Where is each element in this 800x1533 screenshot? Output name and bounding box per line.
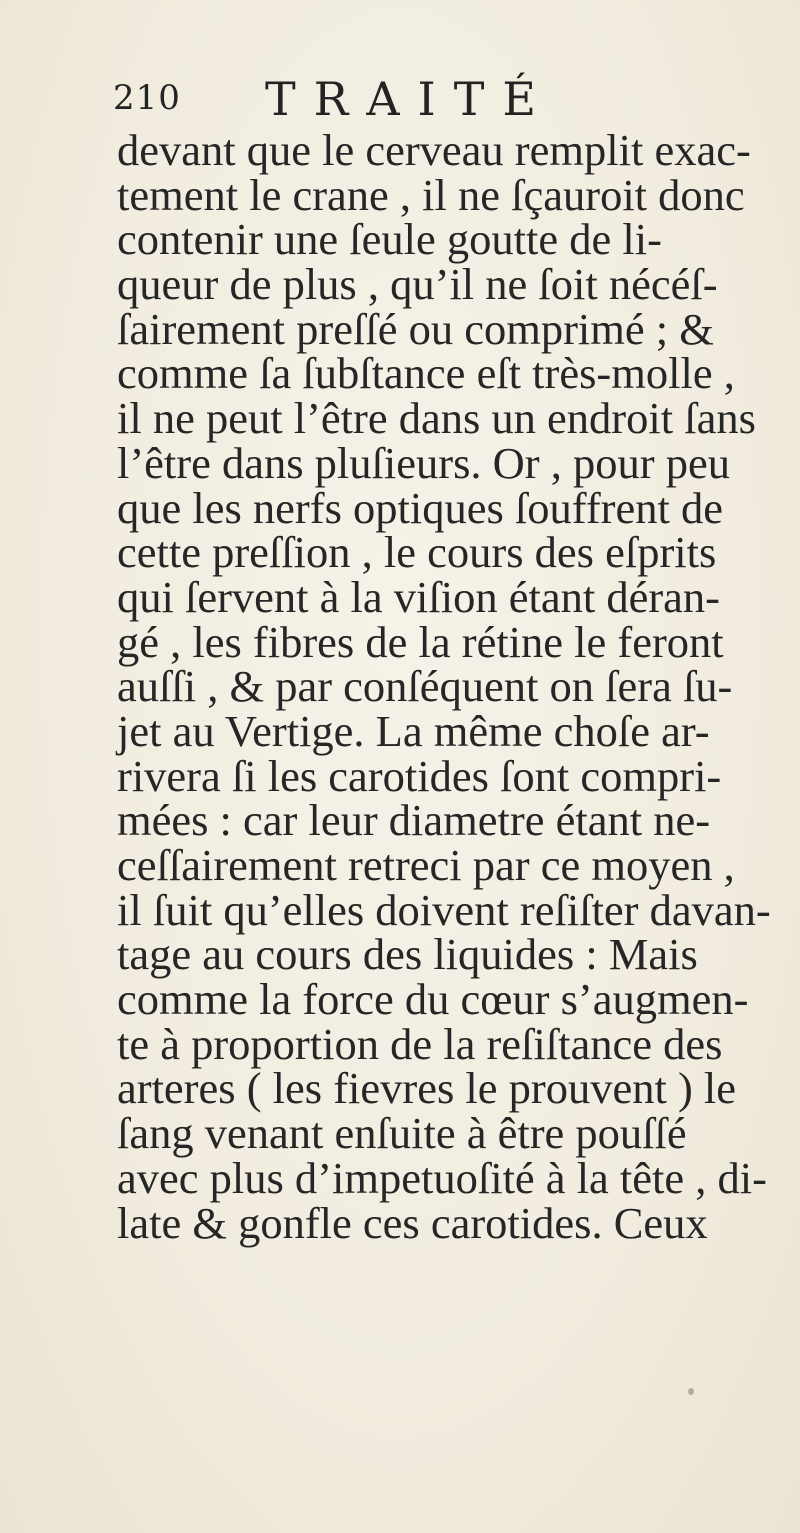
text-line: mées : car leur diametre étant ne- — [117, 795, 711, 846]
text-line: gé , les fibres de la rétine le feront — [117, 616, 724, 667]
text-line: contenir une ſeule goutte de li- — [117, 214, 662, 265]
text-line: tement le crane , il ne ſçauroit donc — [117, 169, 745, 220]
text-line: ſairement preſſé ou comprimé ; & — [117, 303, 714, 354]
text-line: auſſi , & par conſéquent on ſera ſu- — [117, 661, 733, 712]
page-number: 210 — [113, 78, 181, 118]
text-line: rivera ſi les carotides ſont compri- — [117, 750, 722, 801]
text-line: te à proportion de la reſiſtance des — [117, 1018, 723, 1069]
text-line: comme ſa ſubſtance eſt très-molle , — [117, 348, 735, 399]
text-line: queur de plus , qu’il ne ſoit nécéſ- — [117, 259, 718, 310]
ink-speck — [688, 1388, 694, 1395]
text-line: il ne peut l’être dans un endroit ſans — [117, 393, 756, 444]
text-line: ceſſairement retreci par ce moyen , — [117, 840, 735, 890]
text-line: late & gonfle ces carotides. Ceux — [117, 1197, 708, 1248]
text-line: arteres ( les fievres le prouvent ) le — [117, 1063, 737, 1114]
text-line: avec plus d’impetuoſité à la tête , di- — [117, 1152, 767, 1203]
text-line: jet au Vertige. La même choſe ar- — [117, 705, 710, 756]
text-line: tage au cours des liquides : Mais — [117, 929, 698, 980]
body-text — [117, 125, 777, 1248]
text-line: que les nerfs optiques ſouffrent de — [117, 482, 723, 533]
text-line: comme la force du cœur s’augmen- — [117, 974, 749, 1025]
text-line: qui ſervent à la viſion étant déran- — [117, 571, 720, 622]
text-line: ſang venant enſuite à être pouſſé — [117, 1108, 687, 1159]
text-line: cette preſſion , le cours des eſprits — [117, 527, 717, 578]
text-line: devant que le cerveau remplit exac- — [117, 125, 751, 175]
running-title: TRAITÉ — [265, 72, 554, 126]
page-header — [113, 68, 713, 132]
text-line: il ſuit qu’elles doivent reſiſter davan- — [117, 884, 771, 935]
text-line: l’être dans pluſieurs. Or , pour peu — [117, 437, 730, 488]
